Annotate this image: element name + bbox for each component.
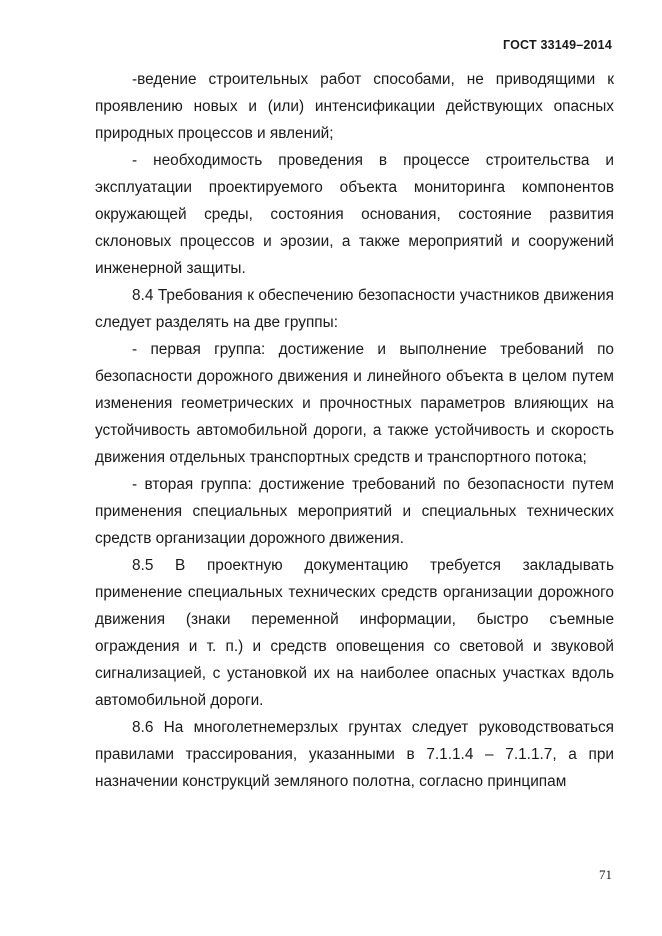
- page-number: 71: [599, 867, 612, 882]
- paragraph-8-4-safety-requirements: 8.4 Требования к обеспечению безопасности участников движения следует разделять на две группы:: [95, 287, 614, 331]
- paragraph-8-6-permafrost: 8.6 На многолетнемерзлых грунтах следует руководствоваться правилами трассирования, указанными в 7.1.1.4 – 7.1.1.7, а при назначении конструкций земляного полотна, согласно принципам: [95, 719, 614, 790]
- document-code-header: ГОСТ 33149–2014: [503, 38, 612, 52]
- document-body: [95, 66, 614, 795]
- paragraph-monitoring-necessity: - необходимость проведения в процессе строительства и эксплуатации проектируемого объекта мониторинга компонентов окружающей среды, состояния основания, состояние развития склоновых процессов и эрозии, а также мероприятий и сооружений инженерной защиты.: [95, 152, 614, 277]
- paragraph-8-5-technical-means: 8.5 В проектную документацию требуется закладывать применение специальных технических средств организации дорожного движения (знаки переменной информации, быстро съемные ограждения и т. п.) и средств оповещения со световой и звуковой сигнализацией, с установкой их на наиболее опасных участках вдоль автомобильной дороги.: [95, 557, 614, 709]
- paragraph-second-group: - вторая группа: достижение требований по безопасности путем применения специальных мероприятий и специальных технических средств организации дорожного движения.: [95, 476, 614, 547]
- paragraph-first-group: - первая группа: достижение и выполнение требований по безопасности дорожного движения и линейного объекта в целом путем изменения геометрических и прочностных параметров влияющих на устойчивость автомобильной дороги, а также устойчивость и скорость движения отдельных транспортных средств и транспортного потока;: [95, 341, 614, 466]
- paragraph-construction-methods: -ведение строительных работ способами, не приводящими к проявлению новых и (или) интенсификации действующих опасных природных процессов и явлений;: [95, 71, 614, 142]
